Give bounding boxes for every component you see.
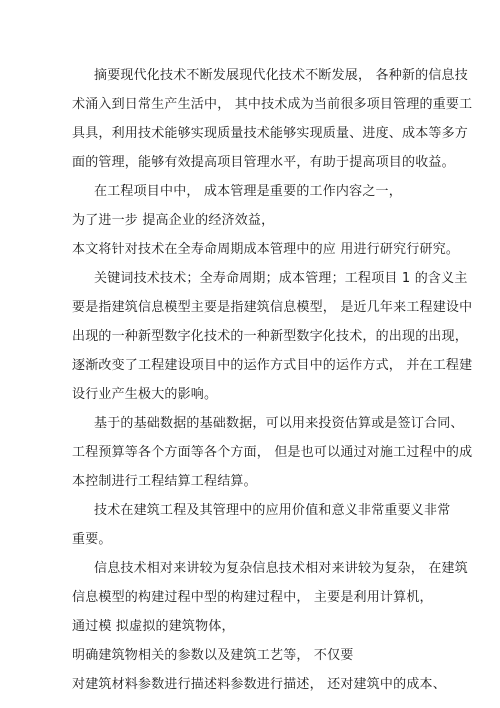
text-line-5: 在工程项目中中， 成本管理是重要的工作内容之一，	[94, 184, 402, 199]
text-line-4: 面的管理，能够有效提高项目管理水平，有助于提高项目的收益。	[72, 155, 455, 170]
text-line-21: 明确建筑物相关的参数以及建筑工艺等， 不仅要	[72, 648, 354, 663]
text-line-13: 基于的基础数据的基础数据，可以用来投资估算或是签订合同、	[94, 416, 464, 431]
text-line-11: 逐渐改变了工程建设项目中的运作方式目中的运作方式， 并在工程建	[72, 358, 473, 373]
text-line-2: 术涌入到日常生产生活中， 其中技术成为当前很多项目管理的重要工	[72, 97, 473, 112]
text-line-7: 本文将针对技术在全寿命周期成本管理中的应 用进行研究行研究。	[72, 242, 460, 257]
text-line-14: 工程预算等各个方面等各个方面， 但是也可以通过对施工过程中的成	[72, 445, 473, 460]
text-line-22: 对建筑材料参数进行描述料参数进行描述， 还对建筑中的成本、	[72, 677, 446, 692]
text-line-3: 具具，利用技术能够实现质量技术能够实现质量、进度、成本等多方	[72, 126, 469, 141]
text-line-18: 信息技术相对来讲较为复杂信息技术相对来讲较为复杂， 在建筑	[94, 561, 468, 576]
text-line-8: 关键词技术技术；全寿命周期；成本管理；工程项目 1 的含义主	[94, 271, 468, 286]
text-line-10: 出现的一种新型数字化技术的一种新型数字化技术，的出现的出现，	[72, 329, 469, 344]
text-line-17: 重要。	[72, 532, 112, 547]
text-line-16: 技术在建筑工程及其管理中的应用价值和意义非常重要义非常	[94, 503, 451, 518]
text-line-9: 要是指建筑信息模型主要是指建筑信息模型， 是近几年来工程建设中	[72, 300, 473, 315]
text-line-12: 设行业产生极大的影响。	[72, 387, 218, 402]
text-line-19: 信息模型的构建过程中型的构建过程中， 主要是利用计算机，	[72, 590, 433, 605]
text-line-15: 本控制进行工程结算工程结算。	[72, 474, 257, 489]
text-line-20: 通过模 拟虚拟的建筑物体，	[72, 619, 235, 634]
text-line-6: 为了进一步 提高企业的经济效益，	[72, 213, 275, 228]
text-line-1: 摘要现代化技术不断发展现代化技术不断发展， 各种新的信息技	[94, 68, 468, 83]
